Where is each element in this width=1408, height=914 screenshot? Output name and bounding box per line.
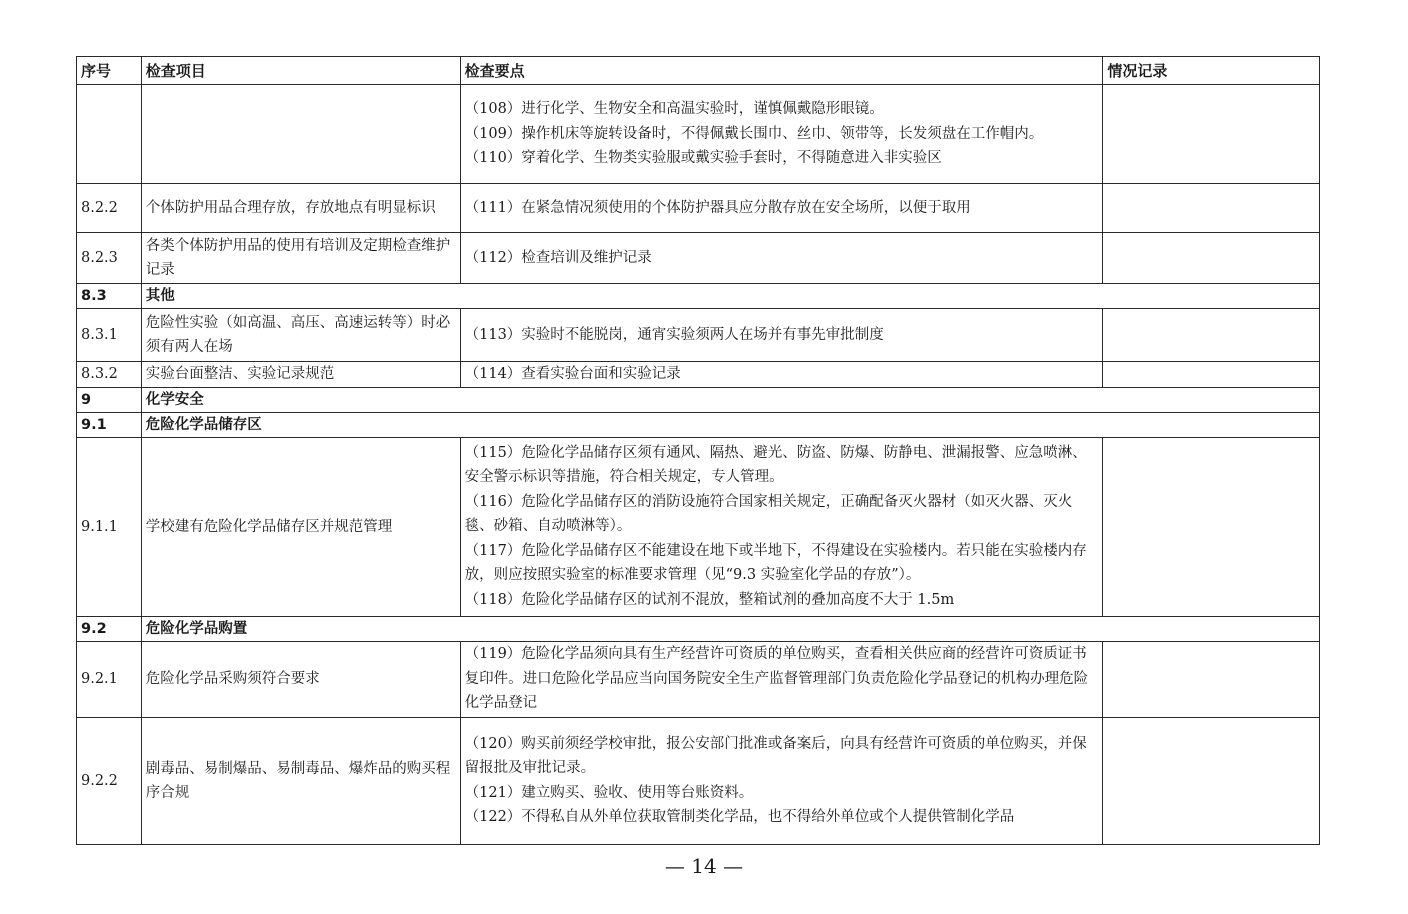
row-number: 8.2.3	[77, 233, 142, 284]
check-point: （122）不得私自从外单位获取管制类化学品，也不得给外单位或个人提供管制化学品	[464, 809, 1015, 825]
table-row	[77, 437, 1320, 616]
section-title: 其他	[141, 284, 1319, 309]
header-record: 情况记录	[1103, 57, 1320, 85]
row-check-points	[460, 184, 1103, 233]
row-record	[1103, 717, 1320, 844]
row-check-points	[460, 717, 1103, 844]
table-row	[77, 233, 1320, 284]
row-record	[1103, 85, 1320, 184]
row-number: 9.2.2	[77, 717, 142, 844]
check-point: （111）在紧急情况须使用的个体防护器具应分散存放在安全场所，以便于取用	[464, 199, 971, 216]
row-check-points	[460, 233, 1103, 284]
check-point: （121）建立购买、验收、使用等台账资料。	[464, 784, 754, 801]
row-check-item: 危险性实验（如高温、高压、高速运转等）时必须有两人在场	[141, 309, 460, 362]
section-row	[77, 387, 1320, 412]
row-check-item: 个体防护用品合理存放，存放地点有明显标识	[141, 184, 460, 233]
row-number: 8.2.2	[77, 184, 142, 233]
check-point: （108）进行化学、生物安全和高温实验时，谨慎佩戴隐形眼镜。	[464, 101, 884, 118]
section-row	[77, 412, 1320, 437]
header-points: 检查要点	[460, 57, 1103, 85]
header-no: 序号	[77, 57, 142, 85]
table-row	[77, 641, 1320, 717]
header-item: 检查项目	[141, 57, 460, 85]
check-point: （118）危险化学品储存区的试剂不混放，整箱试剂的叠加高度不大于 1.5m	[464, 591, 955, 608]
check-point: （112）检查培训及维护记录	[464, 249, 652, 266]
section-number: 9.2	[77, 616, 142, 641]
row-number: 9.2.1	[77, 641, 142, 717]
section-title: 危险化学品购置	[141, 616, 1319, 641]
table-row	[77, 85, 1320, 184]
section-title: 危险化学品储存区	[141, 412, 1319, 437]
header-row	[77, 57, 1320, 85]
check-point: （109）操作机床等旋转设备时，不得佩戴长围巾、丝巾、领带等，长发须盘在工作帽内。	[464, 125, 1044, 142]
table-row	[77, 362, 1320, 388]
row-check-points	[460, 309, 1103, 362]
row-number: 8.3.1	[77, 309, 142, 362]
row-number: 9.1.1	[77, 437, 142, 616]
table-row	[77, 717, 1320, 844]
check-point: （115）危险化学品储存区须有通风、隔热、避光、防盗、防爆、防静电、泄漏报警、应急喷淋、安全警示标识等措施，符合相关规定，专人管理。	[464, 444, 1087, 486]
section-number: 9.1	[77, 412, 142, 437]
inspection-table	[76, 56, 1320, 845]
row-check-item: 各类个体防护用品的使用有培训及定期检查维护记录	[141, 233, 460, 284]
row-record	[1103, 437, 1320, 616]
section-row	[77, 616, 1320, 641]
section-row	[77, 284, 1320, 309]
row-check-item: 实验台面整洁、实验记录规范	[141, 362, 460, 388]
table-header	[77, 57, 1320, 85]
table-row	[77, 309, 1320, 362]
section-number: 9	[77, 387, 142, 412]
row-check-item	[141, 85, 460, 184]
check-point: （113）实验时不能脱岗，通宵实验须两人在场并有事先审批制度	[464, 326, 884, 343]
page-number: — 14 —	[664, 854, 744, 878]
row-check-points	[460, 641, 1103, 717]
table-body	[77, 85, 1320, 845]
table-row	[77, 184, 1320, 233]
check-point: （116）危险化学品储存区的消防设施符合国家相关规定，正确配备灭火器材（如灭火器、灭火毯、砂箱、自动喷淋等）。	[464, 493, 1073, 535]
row-record	[1103, 641, 1320, 717]
row-check-points	[460, 85, 1103, 184]
row-record	[1103, 184, 1320, 233]
check-point: （110）穿着化学、生物类实验服或戴实验手套时，不得随意进入非实验区	[464, 150, 942, 167]
check-point: （120）购买前须经学校审批，报公安部门批准或备案后，向具有经营许可资质的单位购买，并保留报批及审批记录。	[464, 735, 1087, 776]
row-check-points	[460, 362, 1103, 388]
section-number: 8.3	[77, 284, 142, 309]
check-point: （117）危险化学品储存区不能建设在地下或半地下，不得建设在实验楼内。若只能在实验楼内存放，则应按照实验室的标准要求管理（见“9.3 实验室化学品的存放”）。	[464, 542, 1087, 584]
row-number: 8.3.2	[77, 362, 142, 388]
row-check-item: 剧毒品、易制爆品、易制毒品、爆炸品的购买程序合规	[141, 717, 460, 844]
section-title: 化学安全	[141, 387, 1319, 412]
row-check-item: 危险化学品采购须符合要求	[141, 641, 460, 717]
check-point: （119）危险化学品须向具有生产经营许可资质的单位购买，查看相关供应商的经营许可资质证书复印件。进口危险化学品应当向国务院安全生产监督管理部门负责危险化学品登记的机构办理危险化学品登记	[464, 646, 1089, 712]
row-number	[77, 85, 142, 184]
row-record	[1103, 362, 1320, 388]
row-check-item: 学校建有危险化学品储存区并规范管理	[141, 437, 460, 616]
row-check-points	[460, 437, 1103, 616]
row-record	[1103, 309, 1320, 362]
check-point: （114）查看实验台面和实验记录	[464, 366, 681, 382]
row-record	[1103, 233, 1320, 284]
